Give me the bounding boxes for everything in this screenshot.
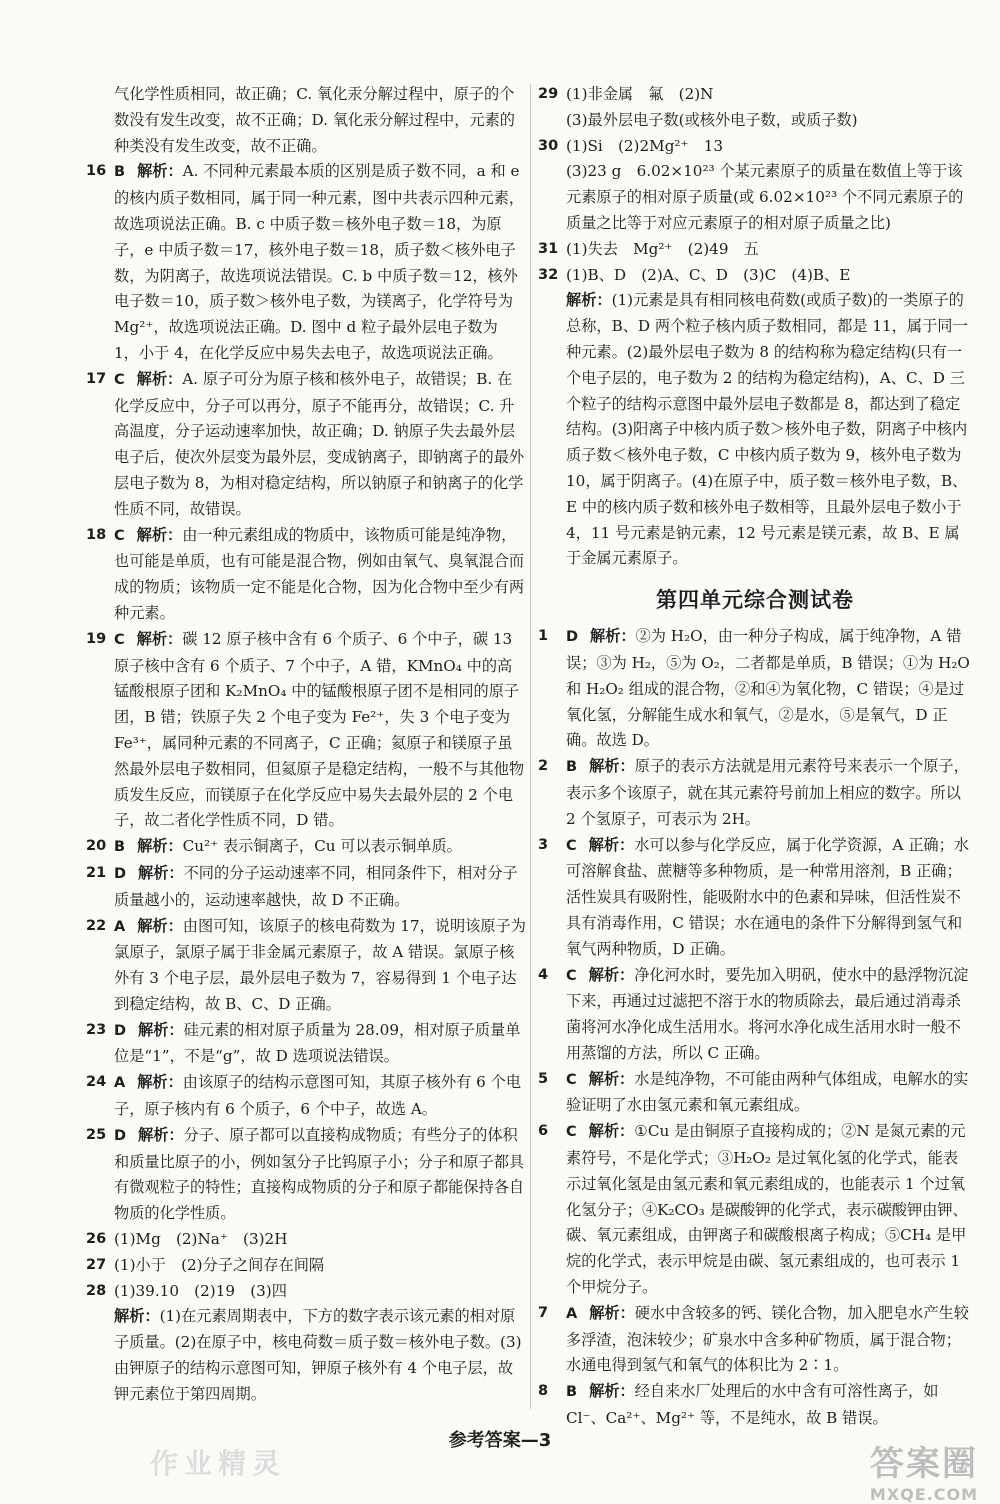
question-number: 16: [86, 163, 107, 180]
answer-choice: D: [566, 629, 579, 646]
answer-text: (1)Mg (2)Na⁺ (3)2H: [114, 1230, 288, 1249]
answer-item: [86, 523, 526, 627]
question-number: 32: [538, 266, 559, 283]
answer-text: (1)元素是具有相同核电荷数(或质子数)的一类原子的总称，B、D 两个粒子核内质子数相同，都是 11，属于同一种元素。(2)最外层电子数为 8 的结构称为稳定结构(只有一个电子层的，电子数为 2 的结构为稳定结构)，A、C、D 三个粒子的结构示意图中最外层电子数都是 8，都达到了稳定结构。(3)阳离子中核内质子数＞核外电子数，阴离子中核内质子数＜核外电子数，C 中核内质子数为 9，核外电子数为 10，属于阴离子。(4)在原子中，质子数＝核外电子数，B、E 中的核内质子数和核外电子数相等，且最外层电子数小于 4，11 号元素是钠元素，12 号元素是镁元素，故 B、E 属于金属元素原子。: [566, 291, 968, 568]
answer-text: 由一种元素组成的物质中，该物质可能是纯净物，也可能是单质，也有可能是混合物，例如由氧气、臭氧混合而成的物质；该物质一定不能是化合物，因为化合物中至少有两种元素。: [114, 525, 525, 622]
answer-item: [86, 1304, 526, 1407]
right-column-top: [538, 82, 972, 572]
analysis-label: 解析：: [138, 1020, 184, 1039]
question-number: 20: [86, 838, 107, 855]
answer-body: [114, 861, 526, 914]
answer-text: (3)最外层电子数(或核外电子数，或质子数): [566, 110, 858, 129]
answer-text: (1)B、D (2)A、C、D (3)C (4)B、E: [566, 265, 851, 284]
question-number: 19: [86, 630, 107, 647]
answer-text: (3)23 g 6.02×10²³ 个某元素原子的质量在数值上等于该元素原子的相对原子质量(或 6.02×10²³ 个不同元素原子的质量之比等于对应元素原子的相对原子质量之比): [566, 162, 964, 232]
answer-body: [566, 134, 972, 160]
question-number: 8: [538, 1383, 549, 1400]
section-title: 第四单元综合测试卷: [656, 588, 854, 613]
answer-item: [86, 1123, 526, 1227]
answer-text: 分子、原子都可以直接构成物质；有些分子的体积和质量比原子的小，例如氢分子比钨原子小；分子和原子都具有微观粒子的特性；直接构成物质的分子和原子都能保持各自物质的化学性质。: [114, 1125, 525, 1223]
answer-text: 净化河水时，要先加入明矾，使水中的悬浮物沉淀下来，再通过过滤把不溶于水的物质除去，最后通过消毒杀菌将河水净化成生活用水。将河水净化成生活用水时一般不用蒸馏的方法，所以 C 正确。: [566, 965, 969, 1062]
answer-text: 碳 12 原子核中含有 6 个质子、6 个中子，碳 13 原子核中含有 6 个质子、7 个中子，A 错，KMnO₄ 中的高锰酸根原子团和 K₂MnO₄ 中的锰酸根原子团不是相同的原子团，B 错；铁原子失 2 个电子变为 Fe²⁺，失 3 个电子变为 Fe³⁺，属同种元素的不同离子，C 正确；氦原子和镁原子虽然最外层电子数相同，但氦原子是稳定结构，一般不与其他物质发生反应，而镁原子在化学反应中易失去最外层的 2 个电子，故二者化学性质不同，D 错。: [114, 629, 525, 830]
answer-item: [538, 288, 972, 572]
answer-body: [114, 82, 526, 159]
answer-text: (1)39.10 (2)19 (3)四: [114, 1281, 287, 1300]
answer-item: [86, 1279, 526, 1305]
question-number: 30: [538, 137, 559, 154]
question-number: 6: [538, 1123, 549, 1140]
answer-choice: D: [114, 865, 127, 882]
analysis-label: 解析：: [137, 1073, 183, 1092]
answer-text: ①Cu 是由铜原子直接构成的；②N 是氮元素的元素符号，不是化学式；③H₂O₂ 是过氧化氢的化学式，能表示过氧化氢是由氢元素和氧元素组成的，也能表示 1 个过氧化氢分子；④K₂CO₃ 是碳酸钾的化学式，表示碳酸钾由钾、碳、氧元素组成，由钾离子和碳酸根离子构成；⑤CH₄ 是甲烷的化学式，表示甲烷是由碳、氢元素组成的，也可表示 1 个甲烷分子。: [566, 1122, 968, 1297]
answer-item: [538, 624, 972, 754]
question-number: 25: [86, 1126, 107, 1143]
answer-body: [114, 1279, 526, 1305]
page-footer: 参考答案—3: [448, 1430, 552, 1451]
answer-body: [566, 754, 972, 832]
answer-choice: D: [114, 1022, 127, 1039]
watermark-left: 作业精灵: [150, 1447, 287, 1480]
answer-text: 不同的分子运动速率不同，相同条件下，相对分子质量越小的，运动速率越快，故 D 不正确。: [114, 863, 518, 909]
answer-choice: C: [114, 631, 125, 648]
right-column-bottom: [538, 624, 972, 1432]
question-number: 29: [538, 86, 559, 102]
answer-body: [566, 159, 972, 236]
answer-text: (1)失去 Mg²⁺ (2)49 五: [566, 239, 759, 258]
question-number: 21: [86, 864, 107, 881]
question-number: 3: [538, 836, 549, 853]
answer-item: [538, 159, 972, 236]
answer-item: [86, 834, 526, 861]
left-column: [86, 82, 526, 1408]
answer-choice: A: [566, 1305, 578, 1322]
watermark-url: MXQE.COM: [869, 1485, 978, 1504]
answer-body: [114, 1227, 526, 1253]
answer-text: Cu²⁺ 表示铜离子，Cu 可以表示铜单质。: [182, 837, 462, 856]
answer-body: [114, 523, 526, 627]
answer-body: [566, 263, 972, 289]
answer-text: A. 不同种元素最本质的区别是质子数不同，a 和 e 的核内质子数相同，属于同一种元素，图中共表示四种元素，故选项说法正确。B. c 中质子数＝核外电子数＝18，为原子，e 中质子数＝17，核外电子数＝18，质子数＜核外电子数，为阴离子，故选项说法错误。C. b 中质子数＝12，核外电子数＝10，质子数＞核外电子数，为镁离子，化学符号为 Mg²⁺，故选项说法正确。D. 图中 d 粒子最外层电子数为 1，小于 4，在化学反应中易失去电子，故选项说法正确。: [114, 162, 525, 362]
answer-text: 由图可知，该原子的核电荷数为 17，说明该原子为氯原子，氯原子属于非金属元素原子，故 A 错误。氯原子核外有 3 个电子层，最外层电子数为 7，容易得到 1 个电子达到稳定结构，故 B、C、D 正确。: [114, 916, 526, 1013]
question-number: 28: [86, 1282, 107, 1299]
answer-item: [86, 1253, 526, 1279]
answer-text: 硅元素的相对原子质量为 28.09，相对原子质量单位是“1”，不是“g”，故 D 选项说法错误。: [114, 1020, 521, 1066]
answer-choice: B: [566, 1384, 578, 1401]
answer-item: [86, 861, 526, 914]
answer-item: [86, 1070, 526, 1123]
question-number: 17: [86, 370, 107, 387]
answer-body: [114, 1253, 526, 1279]
answer-text: A. 原子可分为原子核和核外电子，故错误；B. 在化学反应中，分子可以再分，原子不能再分，故错误；C. 升高温度，分子运动速率加快，故正确；D. 钠原子失去最外层电子后，使次外层变为最外层，变成钠离子，即钠离子的最外层电子数为 8，为相对稳定结构，所以钠原子和钠离子的化学性质不同，故错误。: [114, 369, 525, 518]
answer-body: [114, 627, 526, 834]
answer-item: [538, 1301, 972, 1379]
answer-body: [114, 159, 526, 366]
analysis-label: 解析：: [137, 162, 183, 181]
analysis-label: 解析：: [114, 1307, 160, 1326]
answer-body: [566, 288, 972, 572]
analysis-label: 解析：: [588, 965, 635, 984]
analysis-label: 解析：: [138, 863, 184, 882]
answer-body: [114, 1070, 526, 1123]
answer-choice: C: [114, 527, 125, 544]
answer-item: [86, 367, 526, 523]
answer-item: [538, 108, 972, 134]
answer-body: [566, 82, 972, 108]
answer-text: 经自来水厂处理后的水中含有可溶性离子，如 Cl⁻、Ca²⁺、Mg²⁺ 等，不是纯水，故 B 错误。: [566, 1382, 939, 1428]
analysis-label: 解析：: [136, 525, 183, 544]
answer-choice: A: [114, 1075, 126, 1092]
analysis-label: 解析：: [589, 1303, 635, 1322]
answer-item: [538, 1067, 972, 1120]
answer-choice: B: [114, 164, 126, 181]
analysis-label: 解析：: [588, 1122, 635, 1141]
answer-body: [114, 1018, 526, 1071]
answer-choice: C: [566, 967, 577, 984]
answer-item: [538, 237, 972, 263]
answer-text: 水是纯净物，不可能由两种气体组成，电解水的实验证明了水由氢元素和氧元素组成。: [566, 1069, 969, 1115]
answer-body: [114, 1304, 526, 1407]
analysis-label: 解析：: [138, 1125, 184, 1144]
answer-item: [538, 1379, 972, 1432]
column-divider: [530, 84, 531, 1409]
answer-body: [114, 367, 526, 523]
watermark-logo-text: 答案圈: [870, 1444, 978, 1484]
analysis-label: 解析：: [589, 1382, 635, 1401]
question-number: 26: [86, 1231, 107, 1248]
answer-body: [566, 833, 972, 963]
answer-body: [566, 1301, 972, 1379]
answer-choice: C: [114, 371, 125, 388]
analysis-label: 解析：: [137, 837, 183, 856]
answer-text: (1)非金属 氟 (2)N: [566, 85, 714, 103]
analysis-label: 解析：: [137, 916, 183, 935]
answer-body: [566, 237, 972, 263]
answer-item: [538, 263, 972, 289]
answer-choice: C: [566, 837, 577, 854]
answer-body: [566, 624, 972, 754]
answer-item: [538, 1119, 972, 1301]
answer-item: [538, 134, 972, 160]
answer-choice: B: [566, 759, 578, 776]
answer-text: 气化学性质相同，故正确；C. 氧化汞分解过程中，原子的个数没有发生改变，故不正确；D. 氧化汞分解过程中，元素的种类没有发生改变，故不正确。: [114, 85, 515, 155]
answer-choice: D: [114, 1127, 127, 1144]
question-number: 24: [86, 1074, 107, 1091]
answer-text: (1)Si (2)2Mg²⁺ 13: [566, 136, 724, 155]
answer-text: 水可以参与化学反应，属于化学资源，A 正确；水可溶解食盐、蔗糖等多种物质，是一种常用溶剂，B 正确；活性炭具有吸附性，能吸附水中的色素和异味，但活性炭不具有消毒作用，C 错误；水在通电的条件下分解得到氢气和氧气两种物质，D 正确。: [566, 835, 969, 958]
answer-item: [86, 1018, 526, 1071]
answer-item: [86, 914, 526, 1018]
analysis-label: 解析：: [588, 1069, 635, 1088]
answer-text: ②为 H₂O，由一种分子构成，属于纯净物，A 错误；③为 H₂，⑤为 O₂，二者都是单质，B 错误；①为 H₂O 和 H₂O₂ 组成的混合物，②和④为氧化物，C 错误；④是过氧化氢，分解能生成水和氧气，②是水，⑤是氧气，D 正确。故选 D。: [566, 627, 970, 750]
analysis-label: 解析：: [136, 369, 183, 388]
answer-body: [566, 1067, 972, 1120]
answer-body: [566, 108, 972, 134]
answer-body: [566, 1379, 972, 1432]
answer-body: [114, 1123, 526, 1227]
question-number: 2: [538, 758, 549, 775]
answer-item: [86, 1227, 526, 1253]
question-number: 5: [538, 1070, 549, 1087]
answer-choice: B: [114, 839, 126, 856]
answer-item: [538, 963, 972, 1067]
answer-text: 由该原子的结构示意图可知，其原子核外有 6 个电子，原子核内有 6 个质子，6 个中子，故选 A。: [114, 1073, 522, 1119]
answer-body: [566, 1119, 972, 1301]
question-number: 7: [538, 1304, 549, 1321]
answer-text: (1)小于 (2)分子之间存在间隔: [114, 1255, 325, 1274]
answer-choice: C: [566, 1124, 577, 1141]
answer-text: 原子的表示方法就是用元素符号来表示一个原子，表示多个该原子，就在其元素符号前加上相应的数字。所以 2 个氢原子，可表示为 2H。: [566, 757, 969, 828]
question-number: 1: [538, 628, 549, 645]
watermark-right: [870, 1436, 978, 1504]
answer-item: [538, 754, 972, 832]
analysis-label: 解析：: [588, 835, 635, 854]
answer-item: [538, 82, 972, 108]
answer-item: [86, 159, 526, 366]
question-number: 4: [538, 966, 549, 983]
answer-item: [86, 82, 526, 159]
answer-body: [114, 914, 526, 1018]
question-number: 22: [86, 917, 107, 934]
answer-body: [566, 963, 972, 1067]
analysis-label: 解析：: [136, 629, 183, 648]
question-number: 27: [86, 1256, 107, 1273]
right-column: [538, 82, 972, 1432]
answer-item: [538, 833, 972, 963]
analysis-label: 解析：: [590, 627, 636, 646]
answer-body: [114, 834, 526, 861]
question-number: 23: [86, 1021, 107, 1038]
question-number: 18: [86, 526, 107, 543]
analysis-label: 解析：: [566, 291, 612, 310]
answer-choice: C: [566, 1071, 577, 1088]
answer-text: 硬水中含较多的钙、镁化合物，加入肥皂水产生较多浮渣，泡沫较少；矿泉水中含多种矿物质，属于混合物；水通电得到氢气和氧气的体积比为 2∶1。: [566, 1303, 969, 1375]
answer-text: (1)在元素周期表中，下方的数字表示该元素的相对原子质量。(2)在原子中，核电荷数＝质子数＝核外电子数。(3)由钾原子的结构示意图可知，钾原子核外有 4 个电子层，故钾元素位于第四周期。: [114, 1307, 522, 1403]
analysis-label: 解析：: [589, 757, 635, 776]
answer-choice: A: [114, 918, 126, 935]
question-number: 31: [538, 240, 559, 257]
answer-item: [86, 627, 526, 834]
